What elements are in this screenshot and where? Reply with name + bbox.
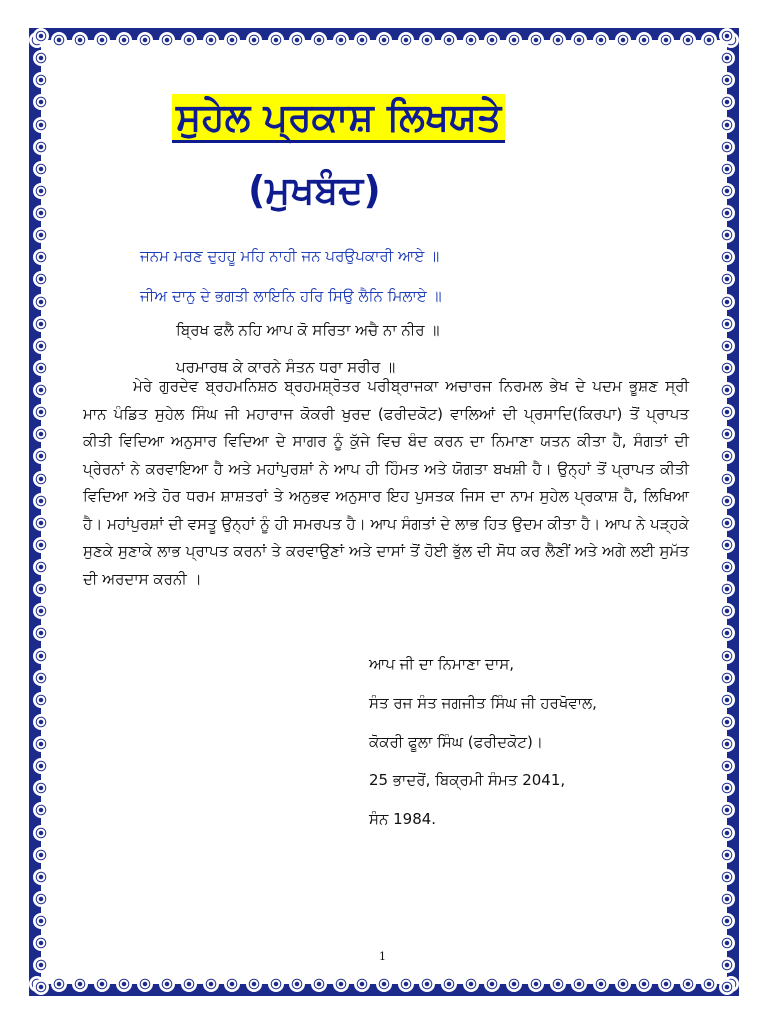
border-rosette-icon: [719, 249, 735, 265]
border-rosette-icon: [506, 976, 522, 992]
border-rosette-icon: [658, 976, 674, 992]
border-rosette-icon: [719, 758, 735, 774]
border-rosette-icon: [571, 32, 587, 48]
border-bottom-ornaments: [29, 972, 739, 996]
border-rosette-icon: [719, 271, 735, 287]
border-rosette-icon: [719, 935, 735, 951]
border-rosette-icon: [33, 382, 49, 398]
border-rosette-icon: [33, 847, 49, 863]
title-block: [172, 94, 505, 143]
border-rosette-icon: [719, 581, 735, 597]
border-rosette-icon: [658, 32, 674, 48]
border-rosette-icon: [72, 32, 88, 48]
border-rosette-icon: [719, 714, 735, 730]
border-rosette-icon: [203, 32, 219, 48]
border-rosette-icon: [33, 360, 49, 376]
border-rosette-icon: [719, 780, 735, 796]
border-rosette-icon: [719, 957, 735, 973]
border-rosette-icon: [33, 448, 49, 464]
border-right-ornaments: [715, 28, 739, 996]
page-number: 1: [379, 950, 386, 963]
signature-date: 25 ਭਾਦਰੋਂ, ਬਿਕ੍ਰਮੀ ਸੰਮਤ 2041,: [369, 771, 566, 789]
border-rosette-icon: [311, 976, 327, 992]
signature-line-1: ਆਪ ਜੀ ਦਾ ਨਿਮਾਣਾ ਦਾਸ,: [369, 655, 514, 673]
border-rosette-icon: [33, 714, 49, 730]
border-rosette-icon: [719, 161, 735, 177]
border-rosette-icon: [615, 32, 631, 48]
border-rosette-icon: [33, 294, 49, 310]
border-rosette-icon: [72, 976, 88, 992]
border-rosette-icon: [33, 205, 49, 221]
border-rosette-icon: [137, 32, 153, 48]
border-rosette-icon: [719, 802, 735, 818]
border-rosette-icon: [33, 161, 49, 177]
border-rosette-icon: [33, 581, 49, 597]
border-rosette-icon: [719, 515, 735, 531]
page-subtitle: (ਮੁਖਬੰਦ): [248, 168, 381, 212]
border-rosette-icon: [636, 32, 652, 48]
border-rosette-icon: [719, 625, 735, 641]
border-left-ornaments: [29, 28, 53, 996]
border-rosette-icon: [593, 32, 609, 48]
border-rosette-icon: [719, 338, 735, 354]
border-rosette-icon: [268, 32, 284, 48]
border-rosette-icon: [354, 32, 370, 48]
border-rosette-icon: [719, 183, 735, 199]
border-rosette-icon: [33, 426, 49, 442]
border-rosette-icon: [33, 72, 49, 88]
border-rosette-icon: [94, 976, 110, 992]
border-rosette-icon: [571, 976, 587, 992]
border-rosette-icon: [719, 50, 735, 66]
border-rosette-icon: [354, 976, 370, 992]
border-rosette-icon: [680, 976, 696, 992]
border-rosette-icon: [203, 976, 219, 992]
border-rosette-icon: [719, 94, 735, 110]
border-rosette-icon: [463, 32, 479, 48]
border-rosette-icon: [116, 32, 132, 48]
verse-line-2: ਜੀਅ ਦਾਨੁ ਦੇ ਭਗਤੀ ਲਾਇਨਿ ਹਰਿ ਸਿਉ ਲੈਨਿ ਮਿਲਾਏ ॥: [140, 287, 442, 305]
border-rosette-icon: [94, 32, 110, 48]
border-rosette-icon: [441, 976, 457, 992]
border-rosette-icon: [51, 976, 67, 992]
border-rosette-icon: [268, 976, 284, 992]
border-rosette-icon: [33, 869, 49, 885]
preface-paragraph: ਮੇਰੇ ਗੁਰਦੇਵ ਬ੍ਰਹਮਨਿਸ਼ਠ ਬ੍ਰਹਮਸ਼੍ਰੋਤਰ ਪਰੀਬ੍ਰਾਜਕਾ ਅਚਾਰਜ ਨਿਰਮਲ ਭੇਖ ਦੇ ਪਦਮ ਭੂਸ਼ਣ ਸ੍ਰੀ ਮਾਨ ਪੰਡਿਤ ਸੁਹੇਲ ਸਿੰਘ ਜੀ ਮਹਾਰਾਜ ਕੋਕਰੀ ਖੁਰਦ (ਫਰੀਦਕੋਟ) ਵਾਲਿਆਂ ਦੀ ਪ੍ਰਸਾਦਿ(ਕਿਰਪਾ) ਤੋਂ ਪ੍ਰਾਪਤ ਕੀਤੀ ਵਿਦਿਆ ਅਨੁਸਾਰ ਵਿਦਿਆ ਦੇ ਸਾਗਰ ਨੂੰ ਕੁੱਜੇ ਵਿਚ ਬੰਦ ਕਰਨ ਦਾ ਨਿਮਾਣਾ ਯਤਨ ਕੀਤਾ ਹੈ, ਸੰਗਤਾਂ ਦੀ ਪ੍ਰੇਰਨਾਂ ਨੇ ਕਰਵਾਇਆ ਹੈ ਅਤੇ ਮਹਾਂਪੁਰਸ਼ਾਂ ਨੇ ਆਪ ਹੀ ਹਿੰਮਤ ਅਤੇ ਯੋਗਤਾ ਬਖਸ਼ੀ ਹੈ। ਉਨ੍ਹਾਂ ਤੋਂ ਪ੍ਰਾਪਤ ਕੀਤੀ ਵਿਦਿਆ ਅਤੇ ਹੋਰ ਧਰਮ ਸ਼ਾਸ਼ਤਰਾਂ ਤੇ ਅਨੁਭਵ ਅਨੁਸਾਰ ਇਹ ਪੁਸਤਕ ਜਿਸ ਦਾ ਨਾਮ ਸੁਹੇਲ ਪ੍ਰਕਾਸ਼ ਹੈ, ਲਿਖਿਆ ਹੈ। ਮਹਾਂਪੁਰਸ਼ਾਂ ਦੀ ਵਸਤੂ ਉਨ੍ਹਾਂ ਨੂੰ ਹੀ ਸਮਰਪਤ ਹੈ। ਆਪ ਸੰਗਤਾਂ ਦੇ ਲਾਭ ਹਿਤ ਉਦਮ ਕੀਤਾ ਹੈ। ਆਪ ਨੇ ਪੜ੍ਹਕੇ ਸੁਣਕੇ ਸੁਣਾਕੇ ਲਾਭ ਪ੍ਰਾਪਤ ਕਰਨਾਂ ਤੇ ਕਰਵਾਉਣਾਂ ਅਤੇ ਦਾਸਾਂ ਤੋਂ ਹੋਈ ਭੁੱਲ ਦੀ ਸੋਧ ਕਰ ਲੈਣੀਂ ਅਤੇ ਅਗੇ ਲਈ ਸੁਮੱਤ ਦੀ ਅਰਦਾਸ ਕਰਨੀ ।: [83, 377, 689, 588]
border-rosette-icon: [719, 316, 735, 332]
border-rosette-icon: [246, 32, 262, 48]
border-rosette-icon: [719, 670, 735, 686]
border-rosette-icon: [719, 825, 735, 841]
border-rosette-icon: [33, 404, 49, 420]
border-rosette-icon: [719, 869, 735, 885]
border-rosette-icon: [33, 28, 49, 44]
border-rosette-icon: [246, 976, 262, 992]
border-rosette-icon: [719, 847, 735, 863]
border-rosette-icon: [719, 294, 735, 310]
border-rosette-icon: [33, 50, 49, 66]
border-rosette-icon: [636, 976, 652, 992]
border-rosette-icon: [719, 448, 735, 464]
border-rosette-icon: [419, 976, 435, 992]
border-rosette-icon: [33, 493, 49, 509]
border-rosette-icon: [719, 117, 735, 133]
border-rosette-icon: [33, 670, 49, 686]
border-rosette-icon: [719, 493, 735, 509]
border-rosette-icon: [33, 471, 49, 487]
border-rosette-icon: [51, 32, 67, 48]
verse-line-3: ਬ੍ਰਿਖ ਫਲੈ ਨਹਿ ਆਪ ਕੋ ਸਰਿਤਾ ਅਚੈ ਨਾ ਨੀਰ ॥: [176, 321, 440, 339]
border-rosette-icon: [719, 559, 735, 575]
border-rosette-icon: [289, 32, 305, 48]
border-rosette-icon: [33, 227, 49, 243]
border-rosette-icon: [719, 537, 735, 553]
border-rosette-icon: [33, 316, 49, 332]
border-rosette-icon: [719, 891, 735, 907]
border-rosette-icon: [484, 32, 500, 48]
border-rosette-icon: [137, 976, 153, 992]
border-rosette-icon: [181, 32, 197, 48]
border-rosette-icon: [719, 205, 735, 221]
verse-line-4: ਪਰਮਾਰਥ ਕੇ ਕਾਰਨੇ ਸੰਤਨ ਧਰਾ ਸਰੀਰ ॥: [176, 358, 396, 376]
border-rosette-icon: [33, 94, 49, 110]
border-rosette-icon: [719, 471, 735, 487]
border-rosette-icon: [224, 976, 240, 992]
border-rosette-icon: [719, 648, 735, 664]
border-rosette-icon: [33, 780, 49, 796]
border-rosette-icon: [419, 32, 435, 48]
border-rosette-icon: [181, 976, 197, 992]
border-rosette-icon: [159, 976, 175, 992]
signature-year: ਸੰਨ 1984.: [369, 810, 437, 828]
border-rosette-icon: [333, 32, 349, 48]
border-rosette-icon: [33, 891, 49, 907]
border-rosette-icon: [33, 825, 49, 841]
border-rosette-icon: [506, 32, 522, 48]
border-top-ornaments: [29, 28, 739, 52]
border-rosette-icon: [33, 183, 49, 199]
page-title: ਸੁਹੇਲ ਪ੍ਰਕਾਸ਼ ਲਿਖਯਤੇ: [172, 94, 505, 143]
border-rosette-icon: [33, 603, 49, 619]
border-rosette-icon: [33, 758, 49, 774]
border-rosette-icon: [33, 802, 49, 818]
border-rosette-icon: [33, 249, 49, 265]
border-rosette-icon: [33, 692, 49, 708]
border-rosette-icon: [719, 979, 735, 995]
border-rosette-icon: [593, 976, 609, 992]
border-rosette-icon: [719, 28, 735, 44]
border-rosette-icon: [33, 559, 49, 575]
border-rosette-icon: [376, 32, 392, 48]
border-rosette-icon: [33, 271, 49, 287]
border-rosette-icon: [719, 382, 735, 398]
border-rosette-icon: [33, 935, 49, 951]
border-rosette-icon: [680, 32, 696, 48]
border-rosette-icon: [719, 692, 735, 708]
border-rosette-icon: [398, 976, 414, 992]
border-rosette-icon: [33, 979, 49, 995]
signature-line-3: ਕੋਕਰੀ ਫੂਲਾ ਸਿੰਘ (ਫਰੀਦਕੋਟ)।: [369, 733, 543, 751]
border-rosette-icon: [719, 360, 735, 376]
border-rosette-icon: [719, 139, 735, 155]
border-rosette-icon: [719, 736, 735, 752]
border-rosette-icon: [484, 976, 500, 992]
verse-line-1: ਜਨਮ ਮਰਣ ਦੁਹਹੂ ਮਹਿ ਨਾਹੀ ਜਨ ਪਰਉਪਕਾਰੀ ਆਏ ॥: [140, 247, 440, 265]
border-rosette-icon: [398, 32, 414, 48]
border-rosette-icon: [719, 603, 735, 619]
border-rosette-icon: [615, 976, 631, 992]
border-rosette-icon: [33, 338, 49, 354]
signature-line-2: ਸੰਤ ਰਜ ਸੰਤ ਜਗਜੀਤ ਸਿੰਘ ਜੀ ਹਰਖੋਵਾਲ,: [369, 694, 597, 712]
border-rosette-icon: [116, 976, 132, 992]
border-rosette-icon: [550, 976, 566, 992]
border-rosette-icon: [463, 976, 479, 992]
border-rosette-icon: [719, 227, 735, 243]
border-rosette-icon: [719, 404, 735, 420]
border-rosette-icon: [224, 32, 240, 48]
border-rosette-icon: [33, 139, 49, 155]
border-rosette-icon: [528, 32, 544, 48]
border-rosette-icon: [719, 913, 735, 929]
border-rosette-icon: [159, 32, 175, 48]
border-rosette-icon: [719, 72, 735, 88]
border-rosette-icon: [550, 32, 566, 48]
border-rosette-icon: [33, 625, 49, 641]
border-rosette-icon: [33, 913, 49, 929]
border-rosette-icon: [333, 976, 349, 992]
border-rosette-icon: [33, 537, 49, 553]
border-rosette-icon: [33, 648, 49, 664]
border-rosette-icon: [33, 515, 49, 531]
border-rosette-icon: [441, 32, 457, 48]
border-rosette-icon: [33, 117, 49, 133]
border-rosette-icon: [311, 32, 327, 48]
border-rosette-icon: [719, 426, 735, 442]
border-rosette-icon: [289, 976, 305, 992]
border-rosette-icon: [33, 736, 49, 752]
border-rosette-icon: [528, 976, 544, 992]
border-rosette-icon: [33, 957, 49, 973]
border-rosette-icon: [376, 976, 392, 992]
